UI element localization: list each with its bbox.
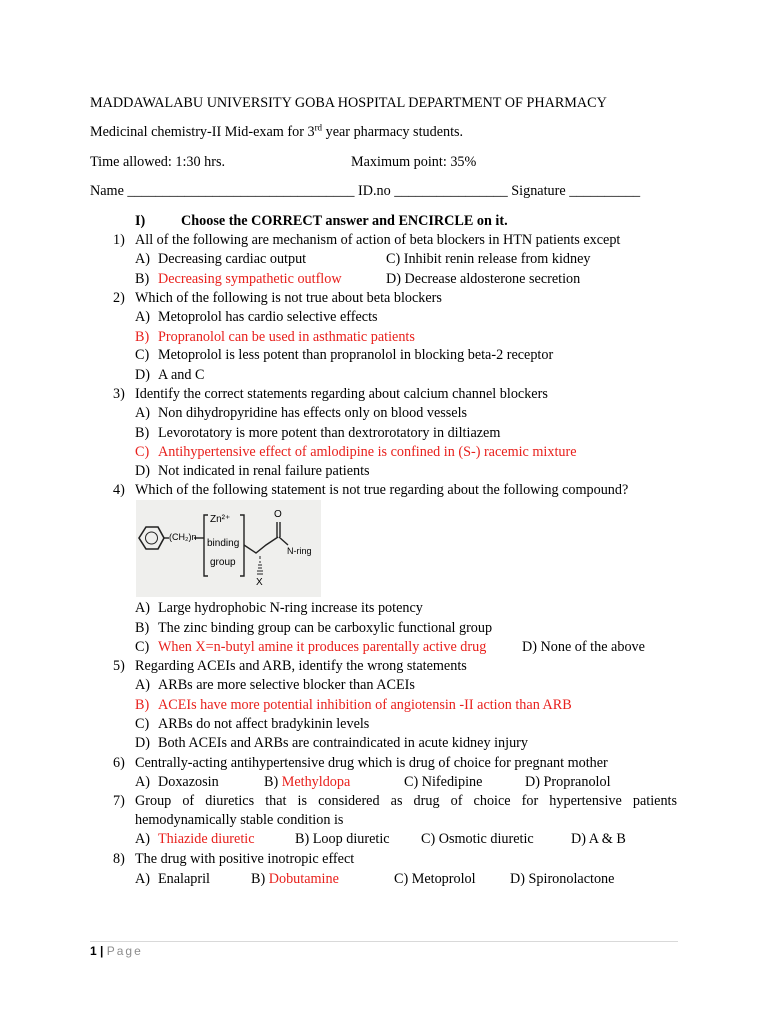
- page-word: Page: [106, 944, 143, 958]
- option-text: C) Inhibit renin release from kidney: [386, 251, 591, 267]
- option-text: Metoprolol has cardio selective effects: [158, 309, 378, 325]
- methylene-chain-label: (CH₂)n: [169, 532, 197, 542]
- option-label: B): [135, 697, 150, 713]
- option-text: Levorotatory is more potent than dextrorotatory in diltiazem: [158, 425, 501, 441]
- compound-structure-figure: [136, 500, 321, 597]
- option-label: C): [135, 716, 150, 732]
- option-text: D) None of the above: [522, 639, 645, 655]
- option-label: A): [135, 831, 150, 847]
- option-text: Doxazosin: [158, 774, 219, 790]
- oxygen-label: O: [274, 509, 282, 520]
- option-label: D): [135, 367, 150, 383]
- question-text-continued: hemodynamically stable condition is: [135, 812, 344, 828]
- section-instruction: Choose the CORRECT answer and ENCIRCLE on it.: [181, 213, 508, 229]
- option-text: B) Dobutamine: [251, 871, 339, 887]
- question-text: Identify the correct statements regarding about calcium channel blockers: [135, 386, 548, 402]
- aromatic-circle-shape: [146, 532, 158, 544]
- option-label: D): [135, 735, 150, 751]
- option-label: A): [135, 677, 150, 693]
- option-label: A): [135, 251, 150, 267]
- x-substituent-label: X: [256, 577, 263, 588]
- option-text: Metoprolol is less potent than propranolol in blocking beta-2 receptor: [158, 347, 554, 363]
- exam-title: Medicinal chemistry-II Mid-exam for 3rd year pharmacy students.: [90, 122, 464, 140]
- option-text: C) Nifedipine: [404, 774, 483, 790]
- option-label: B): [135, 329, 150, 345]
- option-text: D) Propranolol: [525, 774, 611, 790]
- benzene-ring-shape: [139, 527, 164, 549]
- option-label: C): [135, 639, 150, 655]
- option-text: B) Methyldopa: [264, 774, 351, 790]
- option-label: A): [135, 405, 150, 421]
- group-label: group: [210, 557, 236, 568]
- question-number: 4): [113, 482, 125, 498]
- question-number: 7): [113, 793, 125, 809]
- correct-answer-text: Decreasing sympathetic outflow: [158, 271, 342, 287]
- footer-divider: [90, 941, 678, 942]
- university-heading: MADDAWALABU UNIVERSITY GOBA HOSPITAL DEPARTMENT OF PHARMACY: [90, 95, 607, 111]
- option-text: B) Loop diuretic: [295, 831, 390, 847]
- option-text: ARBs do not affect bradykinin levels: [158, 716, 370, 732]
- option-label: B): [135, 425, 150, 441]
- option-label: C): [135, 444, 150, 460]
- option-label: A): [135, 600, 150, 616]
- section-number: I): [135, 213, 146, 229]
- option-text: Non dihydropyridine has effects only on blood vessels: [158, 405, 468, 421]
- option-label: C): [135, 347, 150, 363]
- question-number: 8): [113, 851, 125, 867]
- time-allowed: Time allowed: 1:30 hrs.: [90, 154, 226, 170]
- question-number: 2): [113, 290, 125, 306]
- question-text: All of the following are mechanism of action of beta blockers in HTN patients except: [135, 232, 621, 248]
- zinc-label: Zn²⁺: [210, 514, 231, 525]
- option-text: Both ACEIs and ARBs are contraindicated in acute kidney injury: [158, 735, 528, 751]
- question-text: Centrally-acting antihypertensive drug which is drug of choice for pregnant mother: [135, 755, 608, 771]
- option-text: D) Decrease aldosterone secretion: [386, 271, 581, 287]
- option-text: ARBs are more selective blocker than ACEIs: [158, 677, 415, 693]
- question-text: Group of diuretics that is considered as drug of choice for hypertensive patients: [135, 793, 677, 809]
- option-text: A and C: [158, 367, 205, 383]
- question-text: Which of the following statement is not true regarding about the following compound?: [135, 482, 629, 498]
- option-text: C) Metoprolol: [394, 871, 476, 887]
- option-text: D) Spironolactone: [510, 871, 615, 887]
- option-text: Enalapril: [158, 871, 210, 887]
- maximum-point: Maximum point: 35%: [351, 154, 477, 170]
- page-number: 1: [90, 944, 97, 958]
- correct-answer-text: Antihypertensive effect of amlodipine is confined in (S-) racemic mixture: [158, 444, 577, 460]
- option-label: A): [135, 774, 150, 790]
- question-number: 1): [113, 232, 125, 248]
- option-text: The zinc binding group can be carboxylic functional group: [158, 620, 493, 636]
- question-text: Regarding ACEIs and ARB, identify the wrong statements: [135, 658, 467, 674]
- option-label: D): [135, 463, 150, 479]
- binding-label: binding: [207, 538, 240, 549]
- correct-answer-text: Propranolol can be used in asthmatic patients: [158, 329, 415, 345]
- option-label: B): [135, 271, 150, 287]
- n-ring-label: N-ring: [287, 546, 312, 556]
- option-text: Not indicated in renal failure patients: [158, 463, 370, 479]
- option-text: Decreasing cardiac output: [158, 251, 307, 267]
- question-text: The drug with positive inotropic effect: [135, 851, 355, 867]
- option-label: A): [135, 309, 150, 325]
- question-number: 5): [113, 658, 125, 674]
- option-label: B): [135, 620, 150, 636]
- option-text: Large hydrophobic N-ring increase its potency: [158, 600, 423, 616]
- question-number: 6): [113, 755, 125, 771]
- option-text: D) A & B: [571, 831, 626, 847]
- question-number: 3): [113, 386, 125, 402]
- question-text: Which of the following is not true about beta blockers: [135, 290, 442, 306]
- page-footer: [90, 944, 143, 958]
- correct-answer-text: ACEIs have more potential inhibition of angiotensin -II action than ARB: [158, 697, 572, 713]
- option-label: A): [135, 871, 150, 887]
- correct-answer-text: Thiazide diuretic: [158, 831, 255, 847]
- option-text: C) Osmotic diuretic: [421, 831, 534, 847]
- correct-answer-text: When X=n-butyl amine it produces parentally active drug: [158, 639, 487, 655]
- name-id-signature-line: Name ________________________________ ID.no ________________ Signature __________: [90, 183, 641, 199]
- footer-separator: |: [100, 944, 104, 958]
